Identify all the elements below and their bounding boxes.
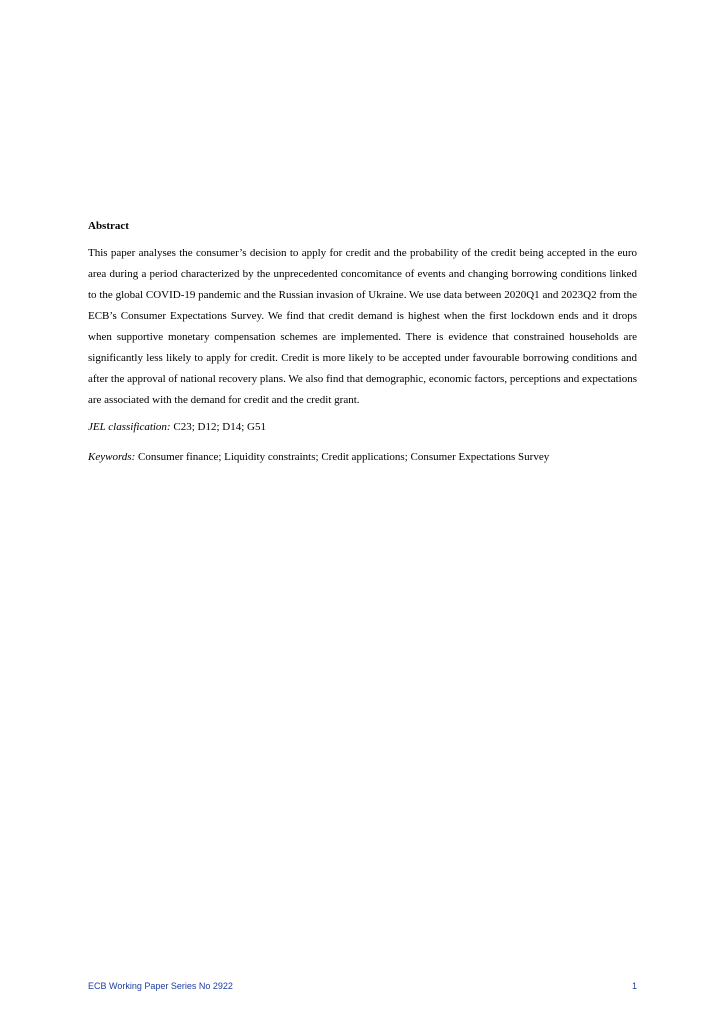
- abstract-heading: Abstract: [88, 220, 129, 232]
- footer-series-title: ECB Working Paper Series No 2922: [88, 981, 233, 991]
- page-footer: [88, 980, 637, 994]
- jel-label: JEL classification:: [88, 421, 171, 433]
- keywords-value: Consumer finance; Liquidity constraints; Credit applications; Consumer Expectations Survey: [138, 451, 550, 463]
- footer-page-number: 1: [631, 981, 637, 991]
- keywords: [88, 449, 637, 465]
- jel-classification: [88, 419, 637, 435]
- abstract-body: This paper analyses the consumer’s decision to apply for credit and the probability of the credit being accepted in the euro area during a period characterized by the unprecedented concomitance of events and changing borrowing conditions linked to the global COVID-19 pandemic and the Russian invasion of Ukraine. We use data between 2020Q1 and 2023Q2 from the ECB’s Consumer Expectations Survey. We find that credit demand is highest when the first lockdown ends and it drops when supportive monetary compensation schemes are implemented. There is evidence that constrained households are significantly less likely to apply for credit. Credit is more likely to be accepted under favourable borrowing conditions and after the approval of national recovery plans. We also find that demographic, economic factors, perceptions and expectations are associated with the demand for credit and the credit grant.: [88, 247, 637, 406]
- abstract-section: [88, 218, 637, 479]
- keywords-label: Keywords:: [88, 451, 136, 463]
- jel-value: C23; D12; D14; G51: [173, 421, 266, 433]
